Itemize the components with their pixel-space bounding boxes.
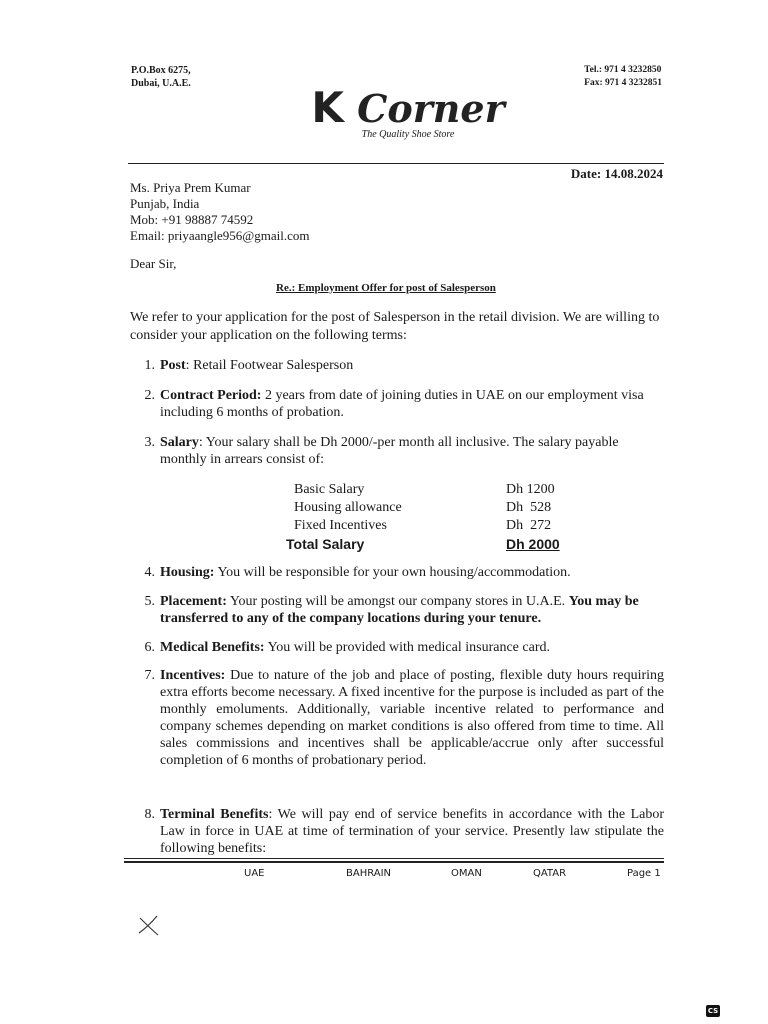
company-address xyxy=(131,64,191,90)
total-salary-row: Total Salary Dh 2000 xyxy=(286,536,560,552)
logo-wordmark: K Corner xyxy=(311,83,505,132)
address-line-1: P.O.Box 6275, xyxy=(131,65,191,76)
salary-breakdown-table xyxy=(286,481,576,553)
address-line-2: Dubai, U.A.E. xyxy=(131,78,191,89)
recipient-name: Ms. Priya Prem Kumar xyxy=(130,180,251,195)
company-contact xyxy=(584,64,662,90)
tel-number: Tel.: 971 4 3232850 xyxy=(584,65,662,75)
logo-tagline: The Quality Shoe Store xyxy=(361,129,455,140)
term-item: 4. Housing: You will be responsible for your own housing/accommodation. xyxy=(144,565,571,580)
recipient-email: Email: priyaangle956@gmail.com xyxy=(130,228,310,243)
recipient-place: Punjab, India xyxy=(130,196,200,211)
footer-location: QATAR xyxy=(533,868,567,879)
letter-date: Date: 14.08.2024 xyxy=(570,166,663,181)
page-number: Page 1 xyxy=(627,868,661,879)
recipient-address xyxy=(130,180,309,244)
company-logo xyxy=(308,83,508,141)
footer-divider-thick xyxy=(124,861,664,863)
table-row: Housing allowance Dh 528 xyxy=(294,500,552,515)
footer-location: OMAN xyxy=(451,868,482,879)
term-item: 2. Contract Period: 2 years from date of joining duties in UAE on our employment visa including 6 months of probation. xyxy=(144,388,644,420)
term-item: 3. Salary: Your salary shall be Dh 2000/-per month all inclusive. The salary payable monthly in arrears consist of: xyxy=(144,435,619,467)
header-divider xyxy=(128,163,664,164)
table-row: Basic Salary Dh 1200 xyxy=(294,482,555,497)
footer-divider xyxy=(124,858,664,859)
term-item: 8. Terminal Benefits: We will pay end of service benefits in accordance with the Labor Law in force in UAE at time of termination of your service. Presently law stipulate the following benefits: xyxy=(144,807,665,856)
term-item: 5. Placement: Your posting will be amongst our company stores in U.A.E. You may be transferred to any of the company locations during your tenure. xyxy=(144,594,639,626)
camscanner-badge-icon: CS xyxy=(707,1007,719,1015)
salutation: Dear Sir, xyxy=(130,256,177,271)
term-item: 1. Post: Retail Footwear Salesperson xyxy=(144,358,354,373)
footer-location: BAHRAIN xyxy=(346,868,392,879)
subject-line: Re.: Employment Offer for post of Salesperson xyxy=(276,282,496,294)
table-row: Fixed Incentives Dh 272 xyxy=(294,518,552,533)
fax-number: Fax: 971 4 3232851 xyxy=(584,78,662,88)
term-item: 7. Incentives: Due to nature of the job and place of posting, flexible duty hours requiring extra efforts become necessary. A fixed incentive for the purpose is included as part of the monthly emoluments. Additionally, variable incentive related to performance and company schemes depending on market conditions is also offered from time to time. All sales commissions and incentives shall be applicable/accrue only after successful completion of 6 months of probationary period. xyxy=(144,668,665,768)
recipient-mobile: Mob: +91 98887 74592 xyxy=(130,212,254,227)
footer-location: UAE xyxy=(244,868,265,879)
handwritten-cross-mark-icon xyxy=(136,914,162,938)
intro-paragraph: We refer to your application for the post of Salesperson in the retail division. We are willing to consider your application on the following terms: xyxy=(130,310,660,343)
term-item: 6. Medical Benefits: You will be provided with medical insurance card. xyxy=(144,640,550,655)
